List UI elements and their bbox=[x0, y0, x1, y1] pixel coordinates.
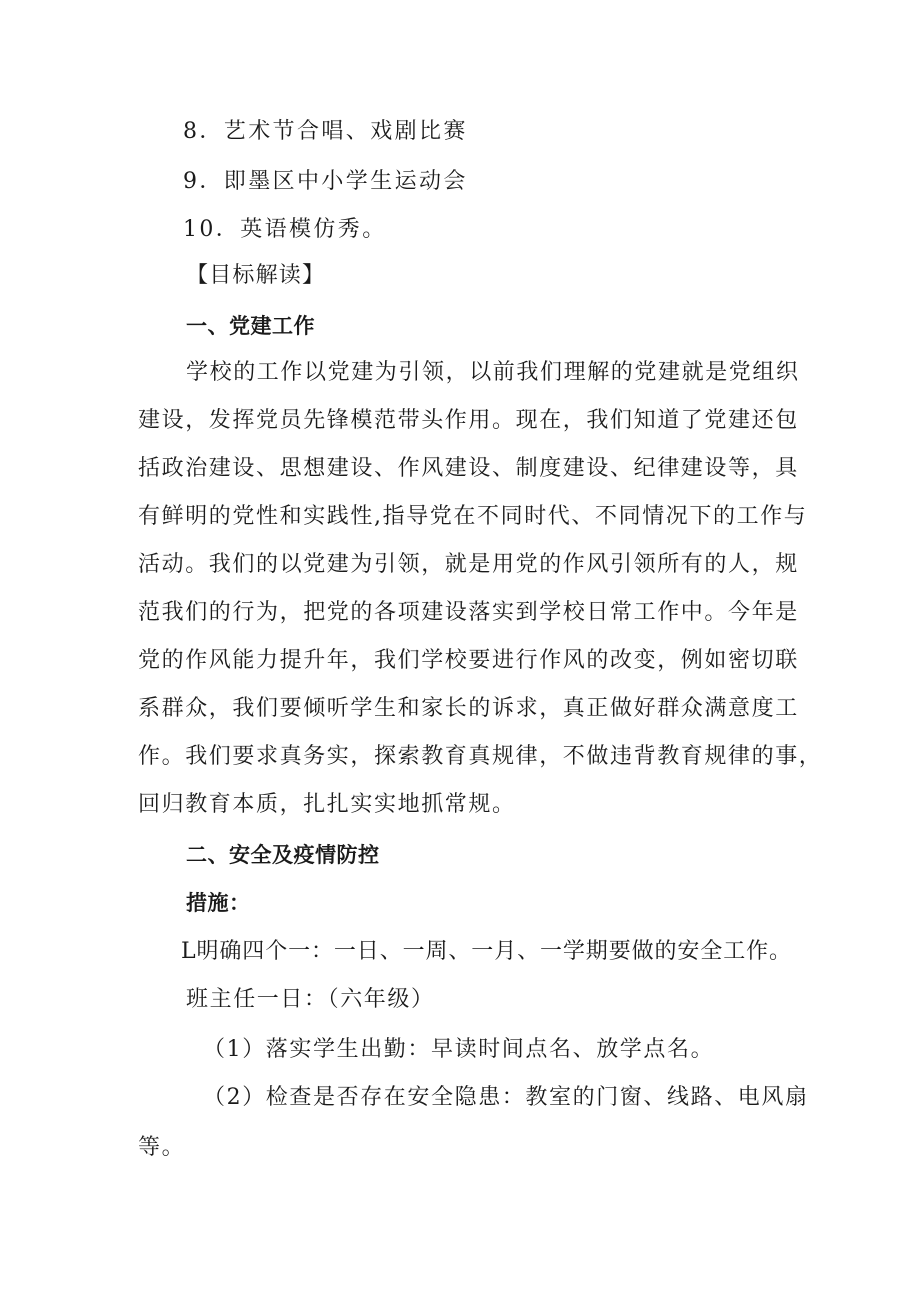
daily-task-label: 班主任一日：（六年级） bbox=[186, 987, 435, 1012]
sub-item: （1）落实学生出勤：早读时间点名、放学点名。 bbox=[203, 1037, 715, 1062]
sub-item-continuation: 等。 bbox=[138, 1135, 186, 1160]
list-item: 10．英语模仿秀。 bbox=[183, 217, 387, 242]
paragraph-line: 范我们的行为，把党的各项建设落实到学校日常工作中。今年是 bbox=[138, 600, 799, 625]
paragraph-line: 作。我们要求真务实，探索教育真规律，不做违背教育规律的事， bbox=[138, 744, 823, 769]
paragraph-line: 括政治建设、思想建设、作风建设、制度建设、纪律建设等，具 bbox=[138, 456, 799, 481]
paragraph-line: 活动。我们的以党建为引领，就是用党的作风引领所有的人，规 bbox=[138, 552, 799, 577]
paragraph-line: 学校的工作以党建为引领，以前我们理解的党建就是党组织 bbox=[186, 360, 800, 385]
paragraph-line: 回归教育本质，扎扎实实地抓常规。 bbox=[138, 792, 516, 817]
measures-label: 措施： bbox=[186, 891, 251, 915]
section-title: 【目标解读】 bbox=[186, 263, 326, 288]
paragraph-line: 党的作风能力提升年，我们学校要进行作风的改变，例如密切联 bbox=[138, 648, 799, 673]
list-item: 8．艺术节合唱、戏剧比赛 bbox=[183, 119, 468, 144]
list-item: 9．即墨区中小学生运动会 bbox=[183, 169, 468, 194]
paragraph-line: 建设，发挥党员先锋模范带头作用。现在，我们知道了党建还包 bbox=[138, 408, 799, 433]
paragraph-line: 有鲜明的党性和实践性,指导党在不同时代、不同情况下的工作与 bbox=[138, 504, 808, 529]
paragraph-line: 系群众，我们要倾听学生和家长的诉求，真正做好群众满意度工 bbox=[138, 696, 799, 721]
party-building-heading: 一、党建工作 bbox=[186, 314, 315, 338]
sub-item: （2）检查是否存在安全隐患：教室的门窗、线路、电风扇 bbox=[203, 1085, 809, 1110]
measure-item: L明确四个一：一日、一周、一月、一学期要做的安全工作。 bbox=[181, 939, 792, 964]
safety-heading: 二、安全及疫情防控 bbox=[186, 843, 380, 867]
